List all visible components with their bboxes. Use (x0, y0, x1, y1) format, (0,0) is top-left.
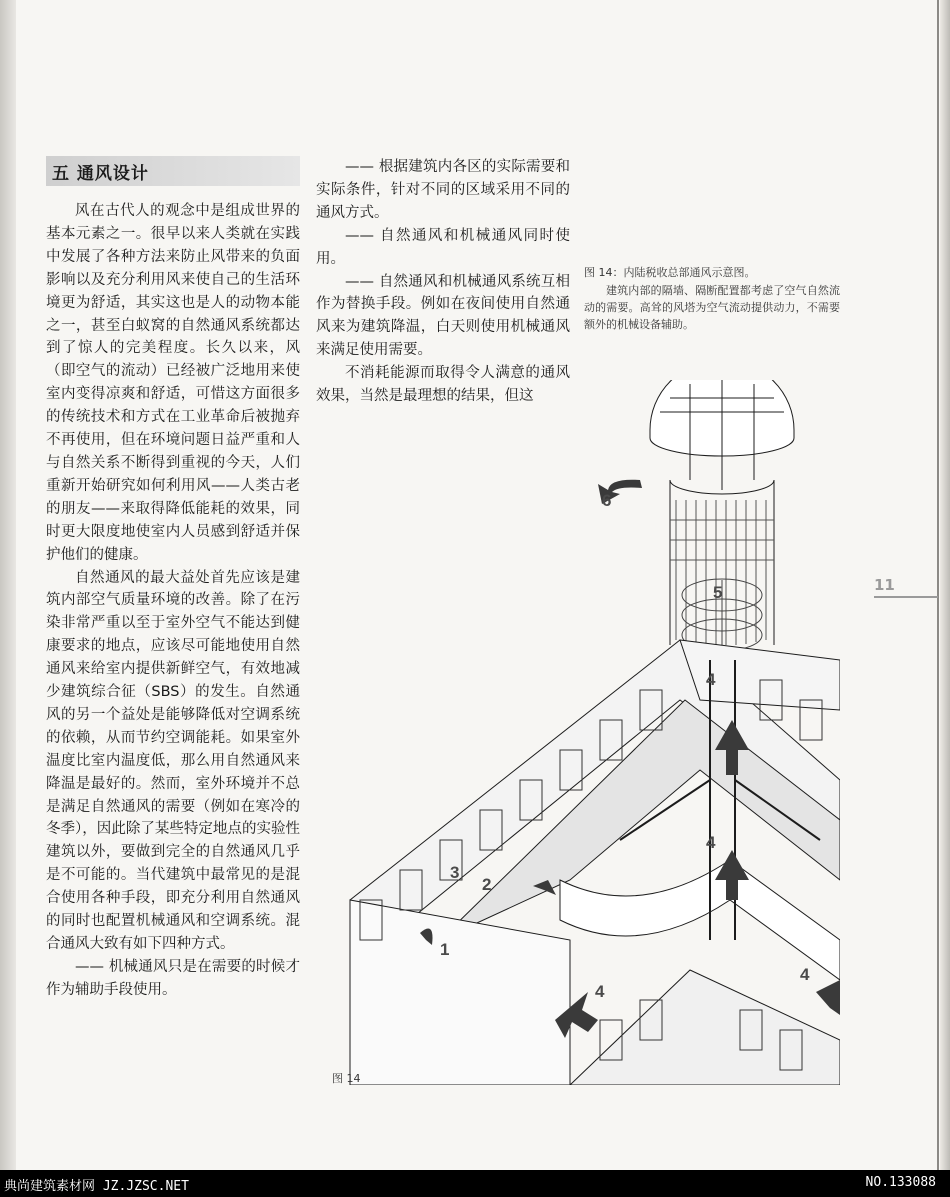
page-number-rule (874, 596, 938, 598)
scan-edge-left (0, 0, 16, 1170)
paragraph: 风在古代人的观念中是组成世界的基本元素之一。很早以来人类就在实践中发展了各种方法来防止风带来的负面影响以及充分利用风来使自己的生活环境更为舒适，其实这也是人的动物本能之一，甚至白蚁窝的自然通风系统都达到了惊人的完美程度。长久以来，风（即空气的流动）已经被广泛地用来使室内变得凉爽和舒适，可惜这方面很多的传统技术和方式在工业革命后被抛弃不再使用，但在环境问题日益严重和人与自然关系不断得到重视的今天，人们重新开始研究如何利用风——人类古老的朋友——来取得降低能耗的效果，同时更大限度地使室内人员感到舒适并保护他们的健康。 (46, 203, 300, 563)
figure-marker: 4 (800, 965, 810, 984)
lower-wing (570, 970, 840, 1085)
diagonal-arrow-icon (816, 980, 840, 1015)
middle-text-column (316, 156, 570, 408)
figure-marker: 2 (482, 875, 492, 894)
paragraph: —— 根据建筑内各区的实际需要和实际条件，针对不同的区域采用不同的通风方式。 (316, 159, 570, 221)
figure-marker: 6 (602, 491, 612, 510)
paragraph: —— 自然通风和机械通风同时使用。 (316, 227, 570, 267)
watermark-site: 典尚建筑素材网 JZ.JZSC.NET (4, 1179, 189, 1194)
ventilation-axonometric-drawing (340, 380, 840, 1085)
paragraph: 不消耗能源而取得令人满意的通风效果，当然是最理想的结果，但这 (316, 365, 570, 405)
figure-marker: 4 (706, 670, 716, 689)
caption-title: 图 14：内陆税收总部通风示意图。 (584, 266, 756, 279)
page-number: 11 (874, 576, 895, 594)
watermark-bar (0, 1170, 950, 1197)
front-block (350, 900, 570, 1085)
figure-caption (584, 264, 840, 333)
figure-marker: 5 (713, 583, 723, 602)
figure-label: 图 14 (332, 1072, 361, 1085)
paragraph: —— 机械通风只是在需要的时候才作为辅助手段使用。 (46, 958, 300, 998)
scan-edge-right (940, 0, 950, 1170)
figure-marker: 1 (440, 940, 450, 959)
figure-marker: 4 (706, 833, 716, 852)
paragraph: 自然通风的最大益处首先应该是建筑内部空气质量环境的改善。除了在污染非常严重以至于室外空气不能达到健康要求的地点，应该尽可能地使用自然通风来给室内提供新鲜空气，有效地减少建筑综合征（SBS）的发生。自然通风的另一个益处是能够降低对空调系统的依赖，从而节约空调能耗。如果室外温度比室内温度低，那么用自然通风来降温是最好的。然而，室外环境并不总是满足自然通风的需要（例如在寒冷的冬季），因此除了某些特定地点的实验性建筑以外，要做到完全的自然通风几乎是不可能的。当代建筑中最常见的是混合使用各种手段，即充分利用自然通风的同时也配置机械通风和空调系统。混合通风大致有如下四种方式。 (46, 569, 300, 952)
section-title: 五 通风设计 (52, 163, 149, 184)
left-text-column (46, 200, 300, 1002)
section-heading (46, 156, 300, 186)
paragraph: —— 自然通风和机械通风系统互相作为替换手段。例如在夜间使用自然通风来为建筑降温，白天则使用机械通风来满足使用需要。 (316, 273, 570, 359)
watermark-id: NO.133088 (865, 1175, 936, 1190)
caption-body: 建筑内部的隔墙、隔断配置都考虑了空气自然流动的需要。高耸的风塔为空气流动提供动力，不需要额外的机械设备辅助。 (584, 284, 840, 331)
figure-marker: 4 (595, 982, 605, 1001)
figure-marker: 3 (450, 863, 460, 882)
